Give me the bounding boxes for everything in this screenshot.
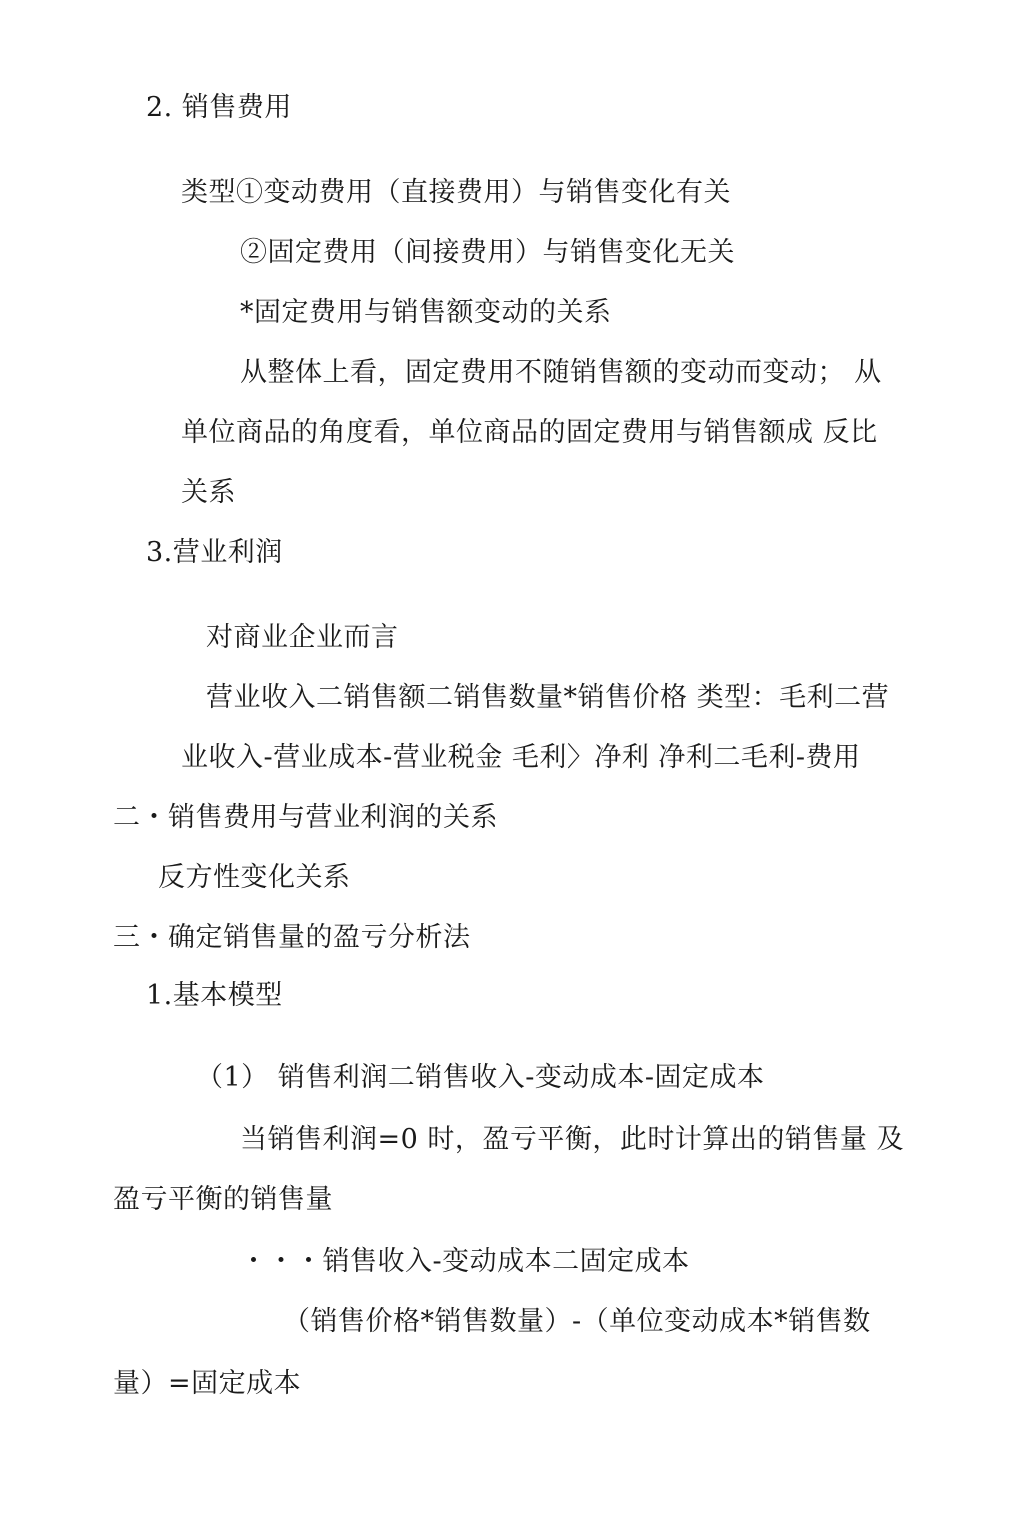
formula-line: （1） 销售利润二销售收入-变动成本-固定成本 <box>196 1062 765 1093</box>
heading-sales-expenses: 2. 销售费用 <box>146 92 292 123</box>
text-line: 反方性变化关系 <box>158 862 351 893</box>
formula-line: ・・・销售收入-变动成本二固定成本 <box>240 1246 690 1277</box>
text-line: ②固定费用（间接费用）与销售变化无关 <box>240 237 735 268</box>
text-line: 盈亏平衡的销售量 <box>113 1184 333 1215</box>
formula-line: 量）=固定成本 <box>113 1368 302 1399</box>
formula-line: （销售价格*销售数量）-（单位变动成本*销售数 <box>283 1306 871 1337</box>
text-line: 从整体上看，固定费用不随销售额的变动而变动； 从 <box>240 357 882 388</box>
text-line: 营业收入二销售额二销售数量*销售价格 类型：毛利二营 <box>206 682 890 713</box>
text-line: 业收入-营业成本-营业税金 毛利〉净利 净利二毛利-费用 <box>181 742 861 773</box>
heading-basic-model: 1.基本模型 <box>146 980 283 1011</box>
text-line: 当销售利润=0 时，盈亏平衡，此时计算出的销售量 及 <box>240 1124 904 1155</box>
section-heading: 二・销售费用与营业利润的关系 <box>113 802 498 833</box>
text-line: 单位商品的角度看，单位商品的固定费用与销售额成 反比 <box>181 417 878 448</box>
text-line: *固定费用与销售额变动的关系 <box>240 297 612 328</box>
section-heading: 三・确定销售量的盈亏分析法 <box>113 922 471 953</box>
text-line: 对商业企业而言 <box>206 622 399 653</box>
heading-operating-profit: 3.营业利润 <box>146 537 283 568</box>
text-line: 关系 <box>181 477 236 508</box>
text-line: 类型①变动费用（直接费用）与销售变化有关 <box>181 177 731 208</box>
